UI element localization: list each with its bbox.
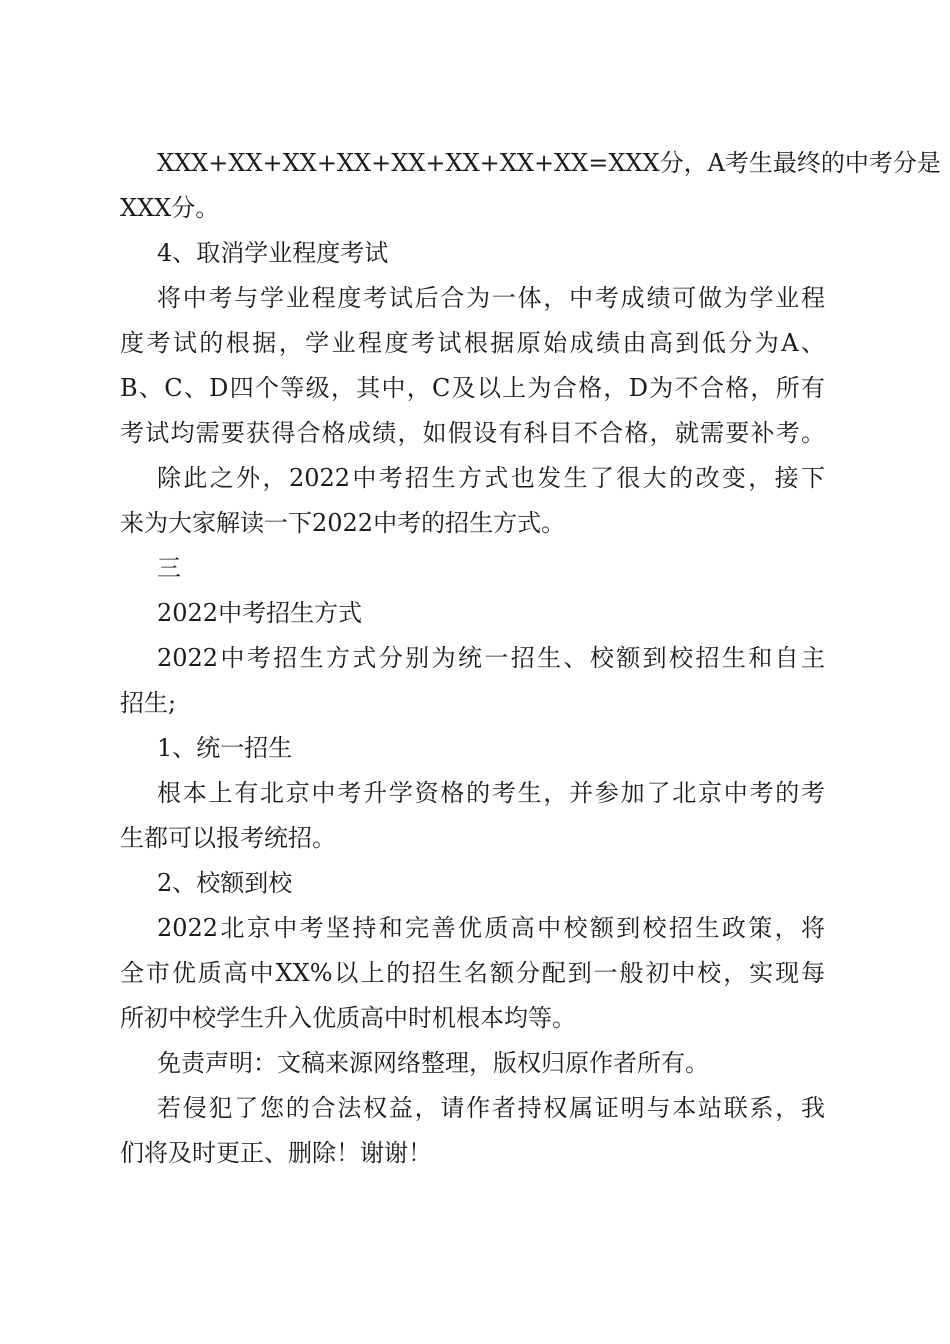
paragraph-7-line-2: 招生; bbox=[120, 689, 177, 717]
paragraph-11-line-1: 2022北京中考坚持和完善优质高中校额到校招生政策，将 bbox=[157, 914, 825, 942]
section-heading-admission-methods: 2022中考招生方式 bbox=[157, 599, 363, 627]
disclaimer-text: 免责声明：文稿来源网络整理，版权归原作者所有。 bbox=[157, 1049, 709, 1077]
paragraph-11-line-3: 所初中校学生升入优质高中时机根本均等。 bbox=[120, 1004, 576, 1032]
paragraph-9-line-2: 生都可以报考统招。 bbox=[120, 824, 336, 852]
paragraph-3-line-2: 度考试的根据，学业程度考试根据原始成绩由高到低分为A、 bbox=[120, 329, 825, 357]
paragraph-9-line-1: 根本上有北京中考升学资格的考生，并参加了北京中考的考 bbox=[157, 779, 825, 807]
contact-notice-line-2: 们将及时更正、删除！谢谢！ bbox=[120, 1139, 432, 1167]
section-heading-unified-admission: 1、统一招生 bbox=[157, 734, 293, 762]
paragraph-11-line-2: 全市优质高中XX%以上的招生名额分配到一般初中校，实现每 bbox=[120, 959, 825, 987]
paragraph-7-line-1: 2022中考招生方式分别为统一招生、校额到校招生和自主 bbox=[157, 644, 825, 672]
section-number-three: 三 bbox=[157, 554, 181, 582]
paragraph-4-line-1: 除此之外，2022中考招生方式也发生了很大的改变，接下 bbox=[157, 464, 825, 492]
paragraph-3-line-1: 将中考与学业程度考试后合为一体，中考成绩可做为学业程 bbox=[157, 284, 825, 312]
paragraph-3-line-3: B、C、D四个等级，其中，C及以上为合格，D为不合格，所有 bbox=[120, 374, 825, 402]
paragraph-1-line-2: XXX分。 bbox=[120, 194, 220, 222]
section-heading-quota-to-school: 2、校额到校 bbox=[157, 869, 293, 897]
paragraph-1-line-1: XXX+XX+XX+XX+XX+XX+XX+XX=XXX分，A考生最终的中考分是 bbox=[157, 149, 941, 177]
paragraph-3-line-4: 考试均需要获得合格成绩，如假设有科目不合格，就需要补考。 bbox=[120, 419, 825, 447]
section-heading-cancel-exam: 4、取消学业程度考试 bbox=[157, 239, 389, 267]
contact-notice-line-1: 若侵犯了您的合法权益，请作者持权属证明与本站联系，我 bbox=[157, 1094, 825, 1122]
paragraph-4-line-2: 来为大家解读一下2022中考的招生方式。 bbox=[120, 509, 566, 537]
